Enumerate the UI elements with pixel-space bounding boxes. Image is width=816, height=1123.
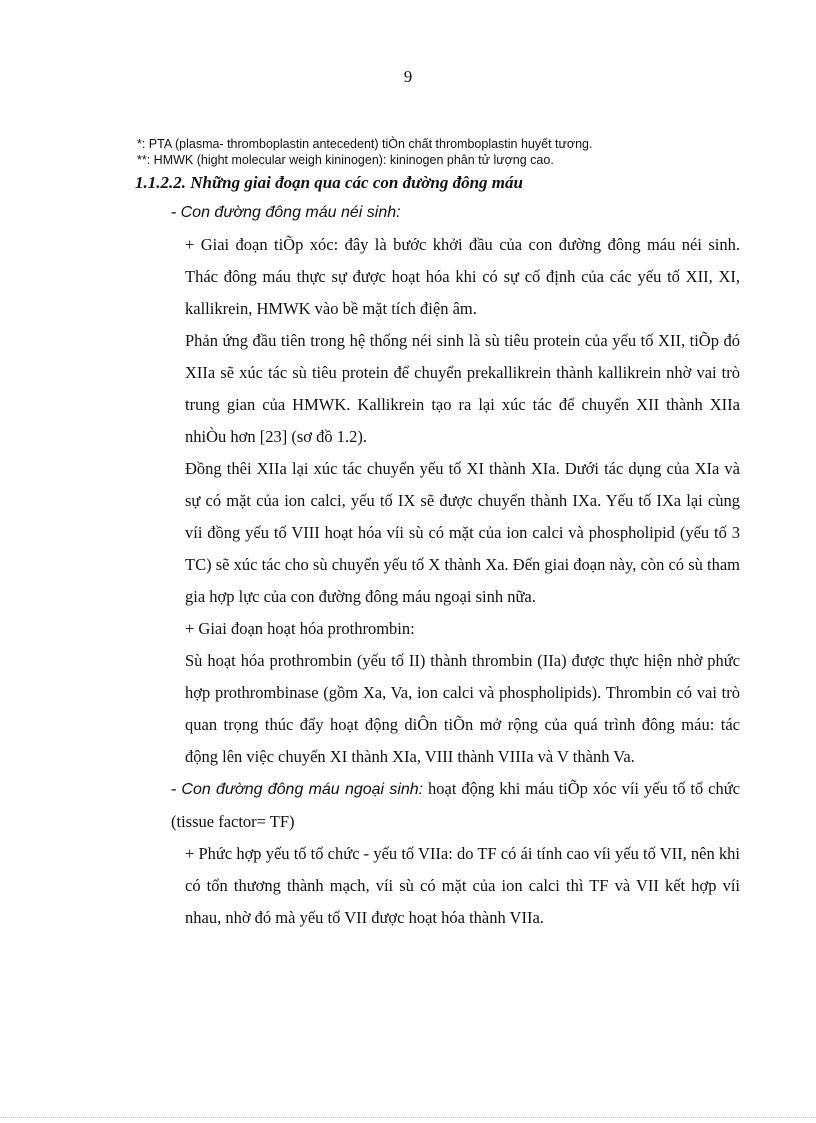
list-dash: -: [171, 779, 182, 798]
page-bottom-rule: [0, 1117, 816, 1118]
paragraph-tf-complex: + Phức hợp yếu tố tổ chức - yếu tố VIIa: do TF có ái tính cao víi yếu tố VII, nên khi có tổn thương thành mạch, víi sù có mặt của ion calci thì TF và VII kết hợp víi nhau, nhờ đó mà yếu tố VII được hoạt hóa thành VIIa.: [185, 844, 740, 927]
paragraph-prothrombin-phase: + Giai đoạn hoạt hóa prothrombin:: [185, 619, 415, 638]
footnote-hmwk: **: HMWK (hight molecular weigh kininogen): kininogen phân tử lượng cao.: [137, 153, 554, 167]
paragraph-xia: Đồng thêi XIIa lại xúc tác chuyển yếu tố XI thành XIa. Dưới tác dụng của XIa và sự có mặt của ion calci, yếu tố IX sẽ được chuyển thành IXa. Yếu tố IXa lại cùng víi đồng yếu tố VIII hoạt hóa víi sù có mặt của ion calci và phospholipid (yếu tố 3 TC) sẽ xúc tác cho sù chuyển yếu tố X thành Xa. Đến giai đoạn này, còn có sù tham gia hợp lực của con đường đông máu ngoại sinh nữa.: [185, 459, 740, 606]
page-number: 9: [403, 67, 413, 86]
extrinsic-pathway-label: Con đường đông máu ngoại sinh:: [181, 781, 424, 798]
intrinsic-pathway-label: Con đường đông máu néi sinh:: [180, 204, 401, 221]
section-heading: 1.1.2.2. Những giai đoạn qua các con đường đông máu: [135, 173, 523, 192]
paragraph-extrinsic: - Con đường đông máu ngoại sinh: hoạt động khi máu tiÕp xóc víi yếu tố tổ chức (tissue factor= TF): [171, 779, 741, 831]
paragraph-contact-phase: + Giai đoạn tiÕp xóc: đây là bước khởi đầu của con đường đông máu néi sinh. Thác đông máu thực sự được hoạt hóa khi có sự cố định của các yếu tố XII, XI, kallikrein, HMWK vào bề mặt tích điện âm.: [185, 235, 740, 318]
paragraph-intrinsic-title: [137, 196, 740, 229]
list-dash: -: [171, 202, 181, 221]
paragraph-thrombin: Sù hoạt hóa prothrombin (yếu tố II) thành thrombin (IIa) được thực hiện nhờ phức hợp prothrombinase (gồm Xa, Va, ion calci và phospholipids). Thrombin có vai trò quan trọng thúc đẩy hoạt động diÔn tiÕn mở rộng của quá trình đông máu: tác động lên việc chuyển XI thành XIa, VIII thành VIIIa và V thành Va.: [185, 651, 740, 766]
footnote-pta: *: PTA (plasma- thromboplastin antecedent) tiÒn chất thromboplastin huyết tương.: [137, 137, 593, 151]
paragraph-first-reaction: Phản ứng đầu tiên trong hệ thống néi sinh là sù tiêu protein của yếu tố XII, tiÕp đó XIIa sẽ xúc tác sù tiêu protein để chuyển prekallikrein thành kallikrein nhờ vai trò trung gian của HMWK. Kallikrein tạo ra lại xúc tác để chuyển XII thành XIIa nhiÒu hơn [23] (sơ đồ 1.2).: [185, 331, 740, 446]
body-text: [137, 196, 740, 934]
